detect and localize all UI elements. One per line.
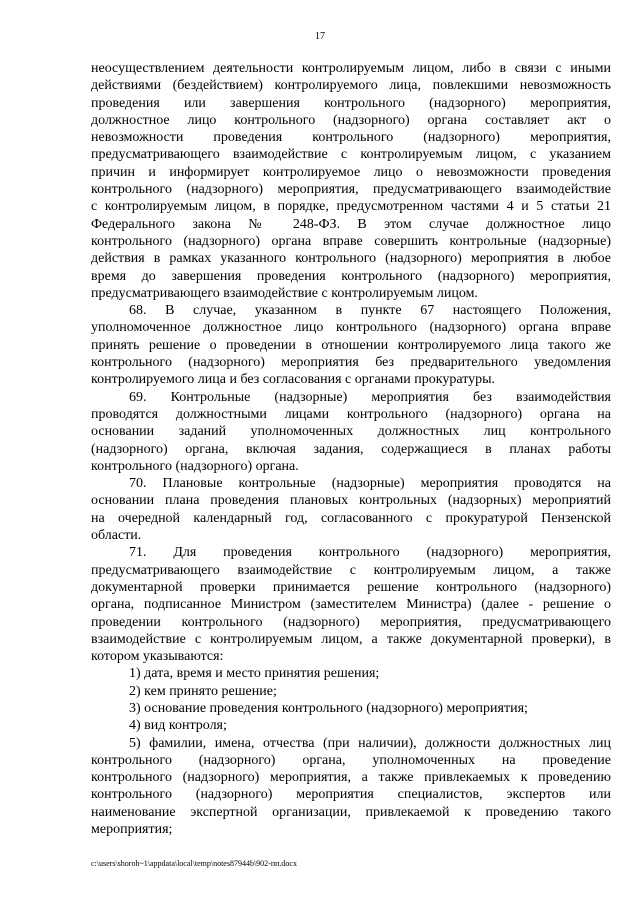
text-line: 69. Контрольные (надзорные) мероприятия без взаимодействия: [129, 389, 611, 405]
text-line: уполномоченное должностное лицо контрольного (надзорного) органа вправе: [91, 320, 611, 336]
document-body: [91, 60, 611, 838]
text-line: мероприятия;: [91, 822, 173, 838]
text-line: проведения или завершения контрольного (надзорного) мероприятия,: [91, 95, 611, 111]
text-line: 68. В случае, указанном в пункте 67 настоящего Положения,: [129, 303, 611, 319]
text-line: контрольного (надзорного) мероприятия без предварительного уведомления: [91, 355, 611, 371]
text-line: 1) дата, время и место принятия решения;: [129, 666, 380, 682]
text-line: причин и информирует контролируемое лицо о невозможности проведения: [91, 164, 611, 180]
text-line: проводятся должностными лицами контрольного (надзорного) органа на: [91, 406, 611, 422]
text-line: контролируемого лица и без согласования с органами прокуратуры.: [91, 372, 496, 388]
footer-file-path: c:\users\shoroh~1\appdata\local\temp\notes87944b\902-пп.docx: [91, 859, 297, 868]
text-line: 2) кем принято решение;: [129, 683, 277, 699]
text-line: 5) фамилии, имена, отчества (при наличии), должности должностных лиц: [129, 735, 611, 751]
text-line: контрольного (надзорного) мероприятия, а также привлекаемых к проведению: [91, 770, 611, 786]
text-line: органа, подписанное Министром (заместителем Министра) (далее - решение о: [91, 597, 611, 613]
text-line: 70. Плановые контрольные (надзорные) мероприятия проводятся на: [129, 476, 611, 492]
text-line: 3) основание проведения контрольного (надзорного) мероприятия;: [129, 700, 528, 716]
text-line: на очередной календарный год, согласованного с прокуратурой Пензенской: [91, 510, 611, 526]
text-line: контрольного (надзорного) мероприятия специалистов, экспертов или: [91, 787, 611, 803]
text-line: неосуществлением деятельности контролируемым лицом, либо в связи с иными: [91, 61, 611, 76]
text-line: основании заданий уполномоченных должностных лиц контрольного: [91, 424, 611, 440]
text-line: время до завершения проведения контрольного (надзорного) мероприятия,: [91, 268, 611, 284]
text-line: проведении контрольного (надзорного) мероприятия, предусматривающего: [91, 614, 611, 630]
text-line: предусматривающего взаимодействие с контролируемым лицом, с указанием: [91, 147, 611, 163]
text-line: должностное лицо контрольного (надзорного) органа составляет акт о: [91, 112, 611, 128]
text-line: контрольного (надзорного) органа.: [91, 458, 299, 474]
text-line: 71. Для проведения контрольного (надзорного) мероприятия,: [129, 545, 611, 561]
text-line: действиями (бездействием) контролируемого лица, повлекшими невозможность: [91, 78, 611, 94]
text-line: 4) вид контроля;: [129, 718, 227, 734]
text-line: документарной проверки принимается решение контрольного (надзорного): [91, 579, 611, 595]
text-line: Федерального закона № 248-ФЗ. В этом случае должностное лицо: [91, 216, 611, 232]
text-line: котором указываются:: [91, 649, 224, 665]
text-line: контрольного (надзорного) органа вправе совершить контрольные (надзорные): [91, 233, 611, 249]
text-line: невозможности проведения контрольного (надзорного) мероприятия,: [91, 130, 611, 146]
text-line: контрольного (надзорного) мероприятия, предусматривающего взаимодействие: [91, 182, 611, 198]
text-line: основании плана проведения плановых контрольных (надзорных) мероприятий: [91, 493, 611, 509]
text-line: наименование экспертной организации, привлекаемой к проведению такого: [91, 804, 611, 820]
text-line: взаимодействие с контролируемым лицом, а также документарной проверки), в: [91, 631, 611, 647]
text-line: контрольного (надзорного) органа, уполномоченных на проведение: [91, 752, 611, 768]
text-line: принять решение о проведении в отношении контролируемого лица такого же: [91, 337, 611, 353]
text-line: области.: [91, 528, 142, 544]
text-line: действия в рамках указанного контрольного (надзорного) мероприятия в любое: [91, 251, 611, 267]
text-line: (надзорного) органа, включая задания, содержащиеся в планах работы: [91, 441, 611, 457]
text-line: предусматривающего взаимодействие с контролируемым лицом, а также: [91, 562, 611, 578]
page-number: 17: [315, 31, 325, 42]
text-line: предусматривающего взаимодействие с контролируемым лицом.: [91, 285, 478, 301]
text-line: с контролируемым лицом, в порядке, предусмотренном частями 4 и 5 статьи 21: [91, 199, 611, 215]
